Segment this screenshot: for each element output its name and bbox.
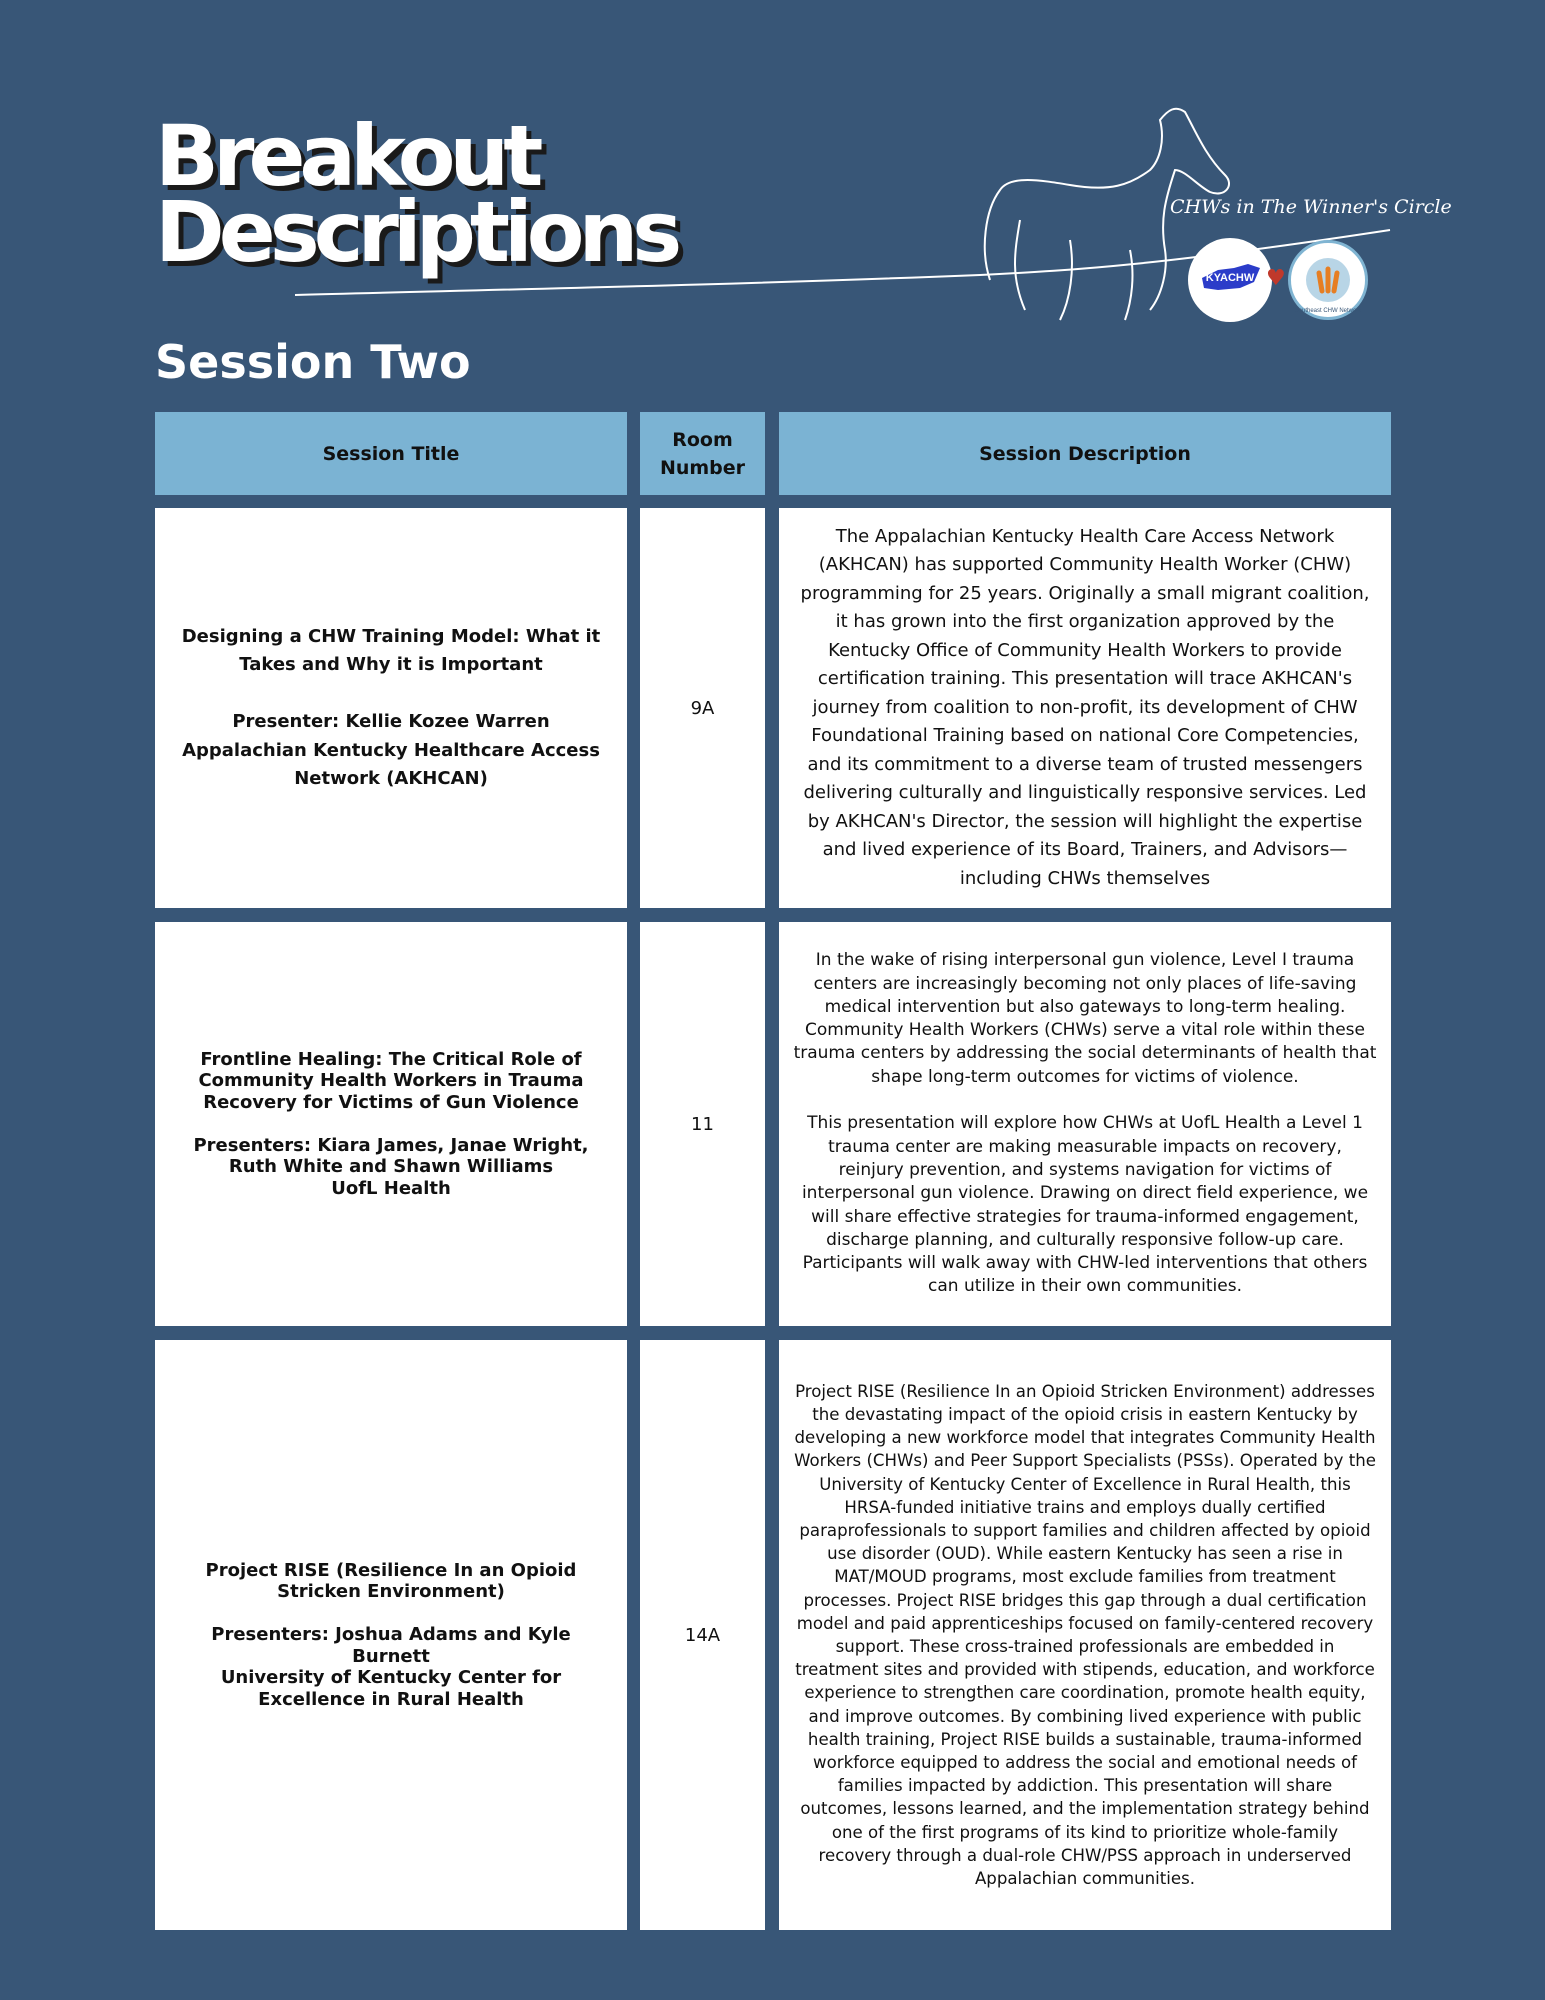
- session-description: In the wake of rising interpersonal gun violence, Level I trauma centers are increasingly becoming not only places of life-saving medical intervention but also gateways to long-term healing. Community Health Workers (CHWs) serve a vital role within these trauma centers by addressing the social determinants of health that shape long-term outcomes for victims of violence. This presentation will explore how CHWs at UofL Health a Level 1 trauma center are making measurable impacts on recovery, reinjury prevention, and systems navigation for victims of interpersonal gun violence. Drawing on direct field experience, we will share effective strategies for trauma-informed engagement, discharge planning, and culturally responsive follow-up care. Participants will walk away with CHW-led interventions that others can utilize in their own communities.: [793, 950, 1377, 1297]
- header-room-number: [640, 412, 765, 495]
- session-description: Project RISE (Resilience In an Opioid Stricken Environment) addresses the devastating impact of the opioid crisis in eastern Kentucky by developing a new workforce model that integrates Community Health Workers (CHWs) and Peer Support Specialists (PSSs). Operated by the University of Kentucky Center of Excellence in Rural Health, this HRSA-funded initiative trains and employs dually certified paraprofessionals to support families and children affected by opioid use disorder (OUD). While eastern Kentucky has seen a rise in MAT/MOUD programs, most exclude families from treatment processes. Project RISE bridges this gap through a dual certification model and paid apprenticeships focused on family-centered recovery support. These cross-trained professionals are embedded in treatment sites and provided with stipends, education, and workforce experience to strengthen care coordination, promote health equity, and improve outcomes. By combining lived experience with public health training, Project RISE builds a sustainable, trauma-informed workforce equipped to address the social and emotional needs of families impacted by addiction. This presentation will share outcomes, lessons learned, and the implementation strategy behind one of the first programs of its kind to prioritize whole-family recovery through a dual-role CHW/PSS approach in underserved Appalachian communities.: [794, 1381, 1376, 1889]
- room-number-cell: 14A: [640, 1340, 765, 1930]
- session-title-cell: [155, 1340, 627, 1930]
- session-heading: Session Two: [155, 335, 471, 389]
- session-title: Designing a CHW Training Model: What it Takes and Why it is Important Presenter: Kellie Kozee Warren Appalachian Kentucky Healthcare Access Network (AKHCAN): [181, 625, 601, 789]
- southeast-chw-network-logo: [1288, 240, 1368, 320]
- heart-icon: ♥: [1266, 266, 1286, 291]
- southeast-chw-network-logo-text: Southeast CHW Network: [1294, 308, 1362, 314]
- header-session-title: Session Title: [155, 412, 627, 495]
- room-number-cell: 9A: [640, 508, 765, 908]
- session-description: The Appalachian Kentucky Health Care Access Network (AKHCAN) has supported Community Health Worker (CHW) programming for 25 years. Originally a small migrant coalition, it has grown into the first organization approved by the Kentucky Office of Community Health Workers to provide certification training. This presentation will trace AKHCAN's journey from coalition to non-profit, its development of CHW Foundational Training based on national Core Competencies, and its commitment to a diverse team of trusted messengers delivering culturally and linguistically responsive services. Led by AKHCAN's Director, the session will highlight the expertise and lived experience of its Board, Trainers, and Advisors—including CHWs themselves: [800, 525, 1370, 889]
- header-session-description: Session Description: [779, 412, 1391, 495]
- kyachw-logo: [1188, 238, 1272, 322]
- session-title-cell: [155, 922, 627, 1326]
- kyachw-logo-text: KYACHW: [1205, 272, 1255, 284]
- session-title-cell: [155, 508, 627, 908]
- session-description-cell: [779, 1340, 1391, 1930]
- title-line-1: Breakout: [155, 107, 538, 205]
- tagline: CHWs in The Winner's Circle: [1170, 196, 1452, 218]
- session-description-cell: [779, 922, 1391, 1326]
- room-number-cell: 11: [640, 922, 765, 1326]
- hands-heart-icon: [1291, 243, 1365, 317]
- session-title: Frontline Healing: The Critical Role of Community Health Workers in Trauma Recovery for Victims of Gun Violence Presenters: Kiara James, Janae Wright, Ruth White and Shawn Williams UofL Health: [193, 1048, 589, 1199]
- title-line-2: Descriptions: [155, 183, 677, 281]
- session-title: Project RISE (Resilience In an Opioid Stricken Environment) Presenters: Joshua Adams and Kyle Burnett University of Kentucky Center for Excellence in Rural Health: [205, 1559, 577, 1710]
- session-description-cell: [779, 508, 1391, 908]
- header-room-number-label: Room Number: [659, 428, 746, 479]
